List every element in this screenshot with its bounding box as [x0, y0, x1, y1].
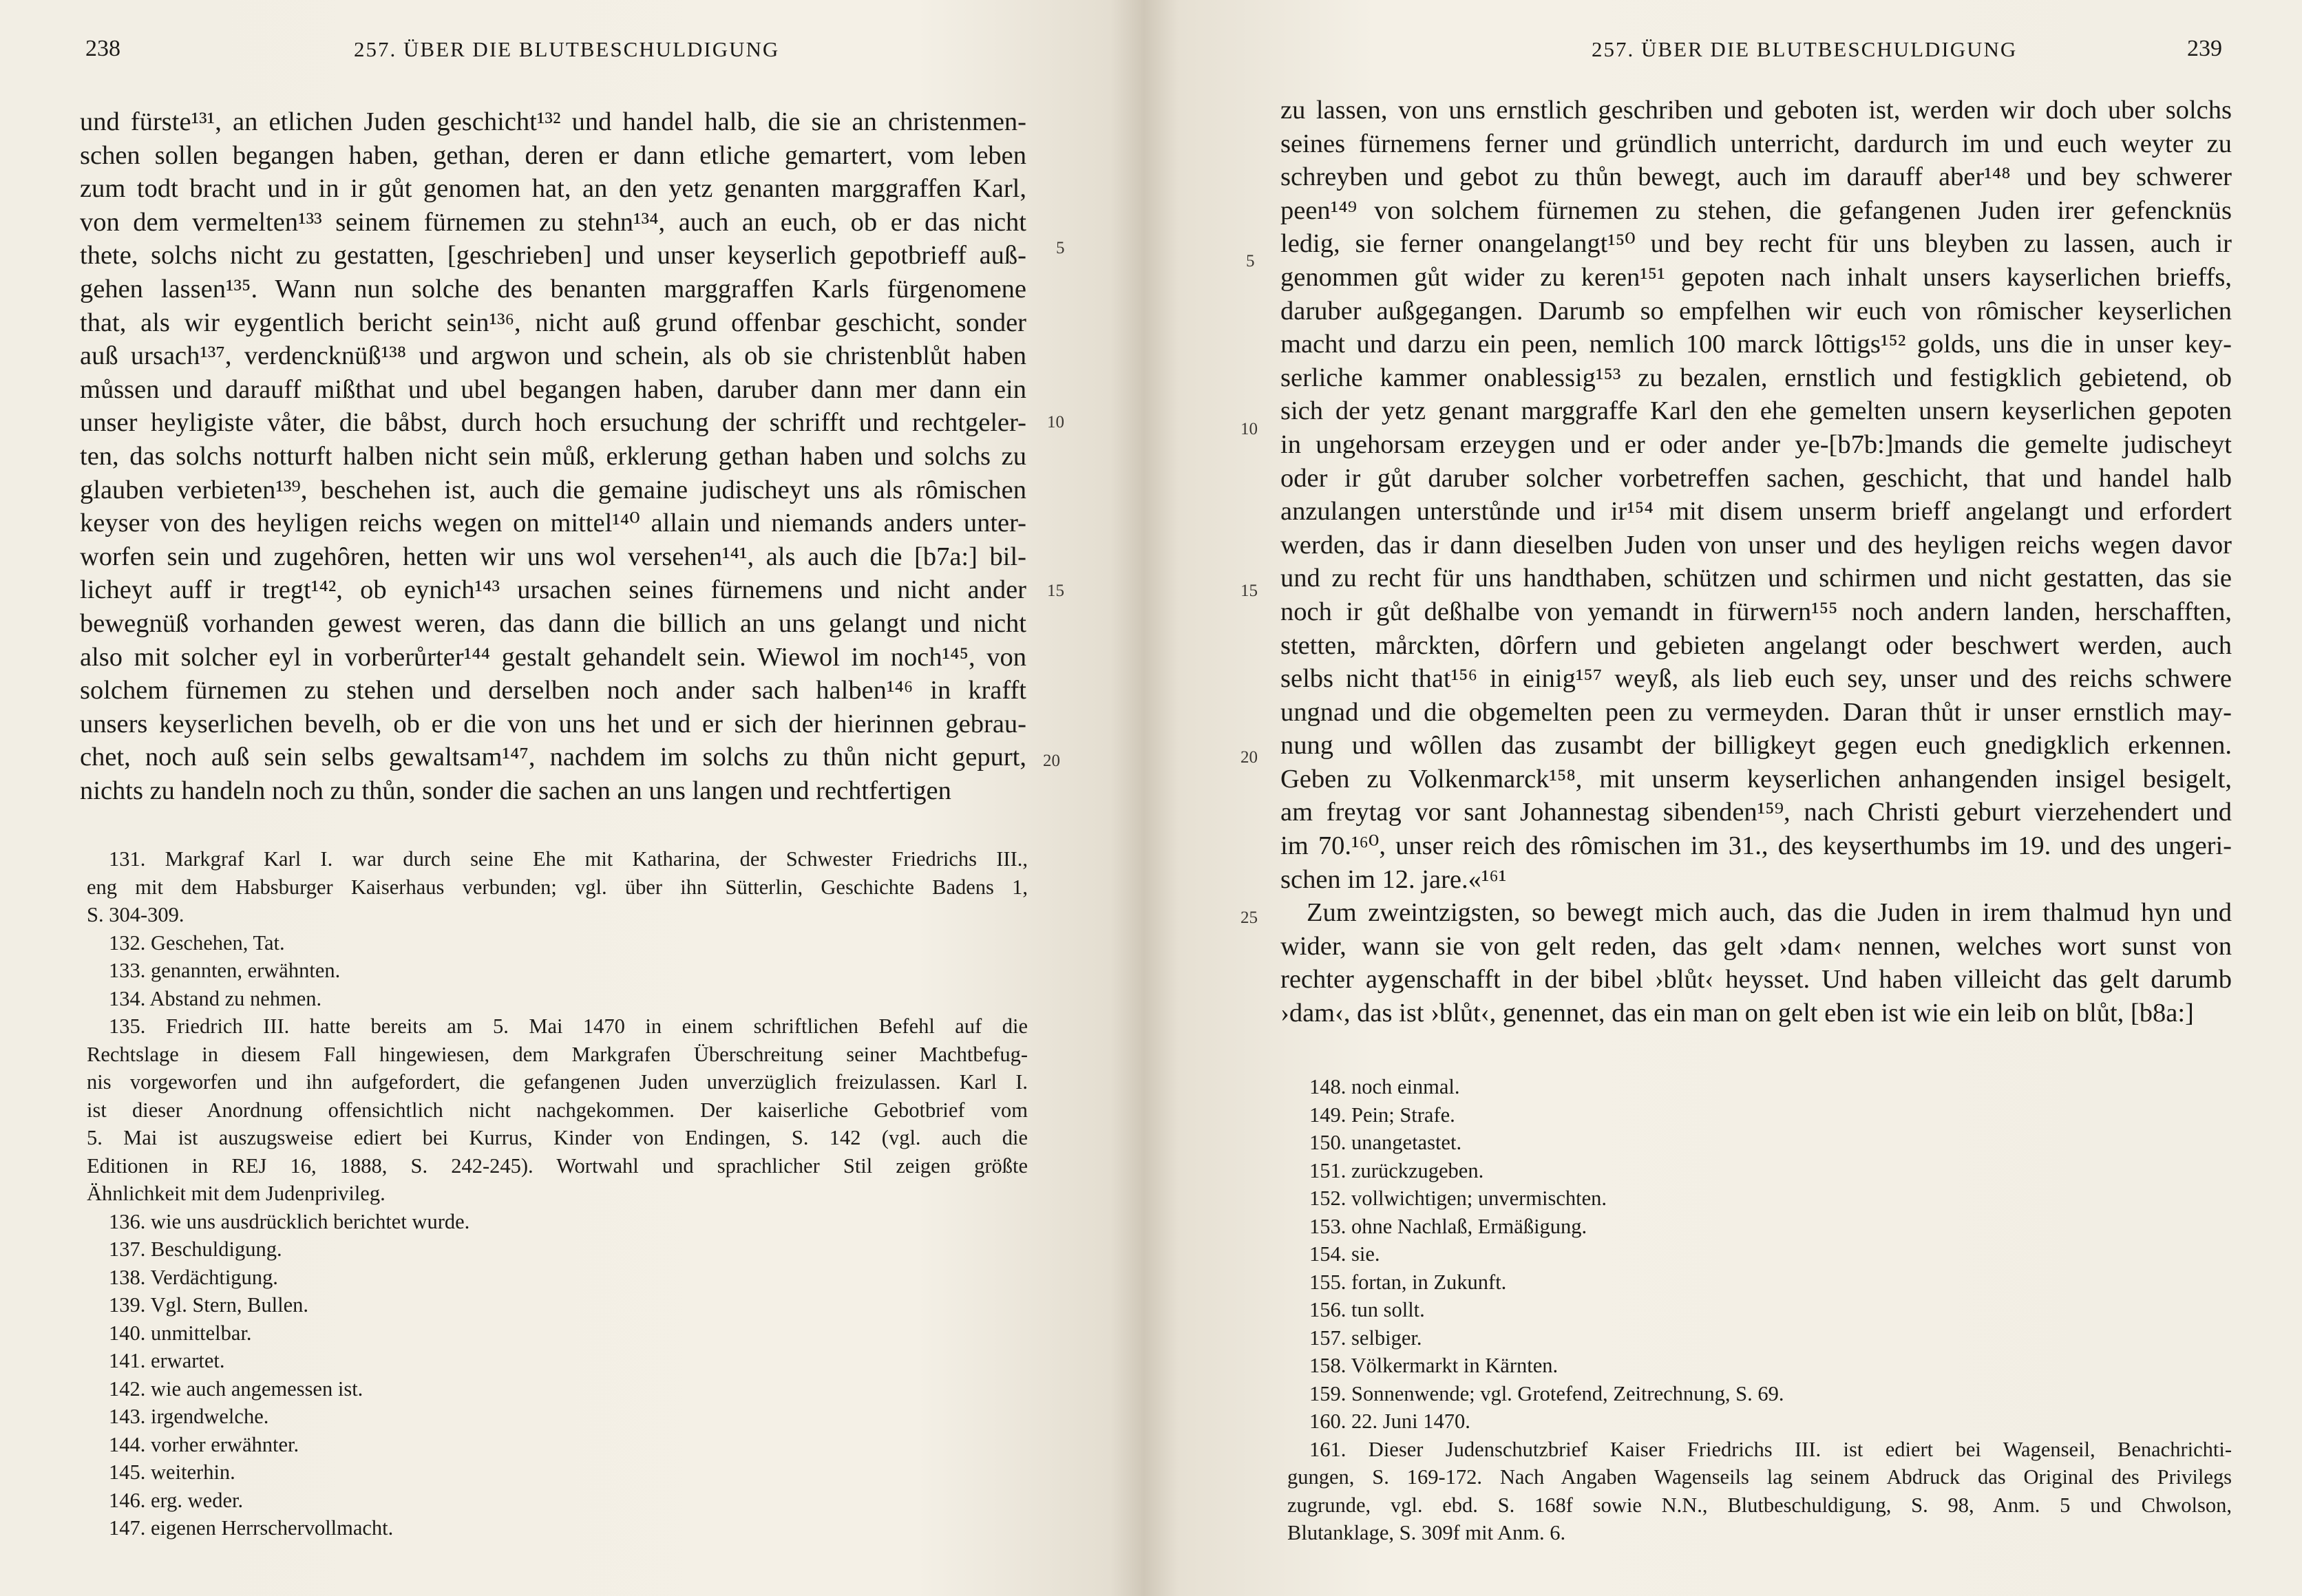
left-page	[0, 0, 1144, 1596]
body-line: zu lassen, von uns ernstlich geschriben und geboten ist, werden wir doch uber solchs	[1280, 96, 2232, 125]
footnote-line: 143. irgendwelche.	[109, 1405, 269, 1428]
body-line: ledig, sie ferner onangelangt¹⁵⁰ und bey recht für uns bleyben zu lassen, auch ir	[1280, 229, 2232, 259]
footnote-line: 149. Pein; Strafe.	[1309, 1103, 1455, 1127]
body-line: schen sollen begangen haben, gethan, deren er dann etliche gemartert, vom leben	[80, 140, 1026, 170]
footnote-line: 156. tun sollt.	[1309, 1298, 1425, 1321]
footnote-line: 138. Verdächtigung.	[109, 1265, 278, 1289]
footnote-line: nis vorgeworfen und ihn aufgefordert, die gefangenen Juden unverzüglich freizulassen. Karl I.	[87, 1070, 1028, 1094]
body-line: sich der yetz genant marggraffe Karl den ehe gemelten unsern keyserlichen gepoten	[1280, 396, 2232, 426]
body-line: thete, solchs nicht zu gestatten, [geschrieben] und unser keyserlich gepotbrieff auß-	[80, 241, 1026, 270]
right-line-number: 5	[1246, 252, 1255, 270]
left-folio: 238	[85, 36, 120, 61]
left-footnotes	[87, 845, 1028, 1542]
body-line: noch ir gůt deßhalbe von yemandt in fürwern¹⁵⁵ noch andern landen, herschafften,	[1280, 597, 2232, 626]
left-line-number: 20	[1043, 752, 1060, 770]
footnote-line: 131. Markgraf Karl I. war durch seine Ehe mit Katharina, der Schwester Friedrichs III.,	[109, 847, 1028, 871]
footnote-line: Ähnlichkeit mit dem Judenprivileg.	[87, 1182, 386, 1205]
footnote-line: Rechtslage in diesem Fall hingewiesen, dem Markgrafen Überschreitung seiner Machtbefug-	[87, 1042, 1028, 1066]
footnote-line: 145. weiterhin.	[109, 1460, 235, 1484]
body-line: ten, das solchs notturft halben nicht sein můß, erklerung gethan haben und solchs zu	[80, 441, 1026, 471]
footnote-line: 5. Mai ist auszugsweise ediert bei Kurrus, Kinder von Endingen, S. 142 (vgl. auch die	[87, 1126, 1028, 1149]
body-line: werden, das ir dann dieselben Juden von unser und des heyligen reichs wegen davor	[1280, 530, 2232, 560]
footnote-line: 141. erwartet.	[109, 1349, 225, 1372]
left-body-text	[80, 105, 1026, 807]
body-line: peen¹⁴⁹ von solchem fürnemen zu stehen, die gefangenen Juden irer gefencknüs	[1280, 195, 2232, 225]
body-line: ungnad und die obgemelten peen zu vermeyden. Daran thůt ir unser ernstlich may-	[1280, 697, 2232, 727]
body-line: daruber außgegangen. Darumb so empfelhen wir euch von rȏmischer keyserlichen	[1280, 296, 2232, 326]
body-line: stetten, mårckten, dȏrfern und gebieten angelangt oder beschwert werden, auch	[1280, 630, 2232, 660]
footnote-line: 132. Geschehen, Tat.	[109, 930, 285, 955]
body-line: auß ursach¹³⁷, verdencknüß¹³⁸ und argwon und schein, als ob sie christenblůt haben	[80, 341, 1026, 371]
right-folio: 239	[2187, 36, 2222, 61]
body-line: solchem fürnemen zu stehen und derselben noch ander sach halben¹⁴⁶ in krafft	[80, 676, 1026, 705]
footnote-line: 142. wie auch angemessen ist.	[109, 1376, 363, 1401]
body-line: Geben zu Volkenmarck¹⁵⁸, mit unserm keyserlichen anhangenden insigel besigelt,	[1280, 764, 2232, 794]
body-line: schreyben und gebot zu thůn bewegt, auch im darauff aber¹⁴⁸ und bey schwerer	[1280, 162, 2232, 192]
footnote-line: S. 304-309.	[87, 903, 184, 926]
body-line: selbs nicht that¹⁵⁶ in einig¹⁵⁷ weyß, als lieb euch sey, unser und des reichs schwere	[1280, 664, 2232, 694]
body-line: zum todt bracht und in ir gůt genomen hat, an den yetz genanten marggraffen Karl,	[80, 174, 1026, 204]
footnote-line: 144. vorher erwähnter.	[109, 1432, 299, 1456]
footnote-line: 157. selbiger.	[1309, 1326, 1422, 1350]
body-line: am freytag vor sant Johannestag sibenden¹⁵⁹, nach Christi geburt vierzehendert und	[1280, 798, 2232, 827]
body-line: licheyt auff ir tregt¹⁴², ob eynich¹⁴³ ursachen seines fürnemens und nicht ander	[80, 575, 1026, 605]
footnote-line: 137. Beschuldigung.	[109, 1237, 282, 1261]
body-line: und fürste¹³¹, an etlichen Juden geschicht¹³² und handel halb, die sie an christenmen-	[80, 107, 1026, 136]
body-line: nichts zu handeln noch zu thůn, sonder die sachen an uns langen und rechtfertigen	[80, 776, 951, 805]
footnote-line: 151. zurückzugeben.	[1309, 1158, 1484, 1182]
body-line: gehen lassen¹³⁵. Wann nun solche des benanten marggraffen Karls fürgenomene	[80, 274, 1026, 304]
footnote-line: 160. 22. Juni 1470.	[1309, 1409, 1470, 1433]
footnote-line: ist dieser Anordnung offensichtlich nicht nachgekommen. Der kaiserliche Gebotbrief vom	[87, 1098, 1028, 1122]
body-line: Zum zweintzigsten, so bewegt mich auch, das die Juden in irem thalmud hyn und	[1307, 898, 2232, 928]
body-line: oder ir gůt daruber solcher vorbetreffen sachen, geschicht, that und handel halb	[1280, 463, 2232, 493]
footnote-line: 139. Vgl. Stern, Bullen.	[109, 1293, 309, 1317]
body-line: glauben verbieten¹³⁹, beschehen ist, auch die gemaine judischeyt uns als rȏmischen	[80, 475, 1026, 504]
body-line: můssen und darauff mißthat und ubel begangen haben, daruber dann mer dann ein	[80, 374, 1026, 404]
right-line-number: 10	[1240, 420, 1258, 438]
footnote-line: 158. Völkermarkt in Kärnten.	[1309, 1354, 1559, 1377]
footnote-line: 135. Friedrich III. hatte bereits am 5. Mai 1470 in einem schriftlichen Befehl auf die	[109, 1014, 1028, 1038]
left-running-head: 257. ÜBER DIE BLUTBESCHULDIGUNG	[354, 37, 780, 61]
body-line: im 70.¹⁶⁰, unser reich des rȏmischen im 31., des keyserthumbs im 19. und des ungeri-	[1280, 831, 2232, 861]
right-line-number: 25	[1240, 908, 1258, 927]
body-line: ›dam‹, das ist ›blůt‹, genennet, das ein man on gelt eben ist wie ein leib on blůt, [b8a:]	[1280, 999, 2194, 1028]
footnote-line: 136. wie uns ausdrücklich berichtet wurde.	[109, 1209, 470, 1233]
footnote-line: eng mit dem Habsburger Kaiserhaus verbunden; vgl. über ihn Sütterlin, Geschichte Badens 1,	[87, 875, 1028, 899]
body-line: anzulangen unterstůnde und ir¹⁵⁴ mit disem unserm brieff angelangt und erfordert	[1280, 497, 2232, 526]
body-line: unsers keyserlichen bevelh, ob er die von uns het und er sich der hierinnen gebrau-	[80, 709, 1026, 738]
body-line: genommen gůt wider zu keren¹⁵¹ gepoten nach inhalt unsers kayserlichen brieffs,	[1280, 262, 2232, 292]
footnote-line: 152. vollwichtigen; unvermischten.	[1309, 1187, 1607, 1210]
footnote-line: Editionen in REJ 16, 1888, S. 242-245). Wortwahl und sprachlicher Stil zeigen größte	[87, 1153, 1028, 1178]
footnote-line: 147. eigenen Herrschervollmacht.	[109, 1516, 394, 1540]
body-line: worfen sein und zugehȏren, hetten wir uns wol versehen¹⁴¹, als auch die [b7a:] bil-	[80, 542, 1026, 571]
body-line: unser heyligiste våter, die båbst, durch hoch ersuchung der schrifft und rechtgeler-	[80, 408, 1026, 438]
footnote-line: gungen, S. 169-172. Nach Angaben Wagenseils lag seinem Abdruck das Original des Privilegs	[1287, 1465, 2232, 1489]
footnote-line: 140. unmittelbar.	[109, 1321, 252, 1345]
right-line-number: 15	[1240, 582, 1258, 600]
right-body-text	[1280, 94, 2232, 1030]
footnote-line: 146. erg. weder.	[109, 1488, 244, 1512]
footnote-line: 153. ohne Nachlaß, Ermäßigung.	[1309, 1214, 1587, 1238]
left-line-number: 5	[1056, 239, 1065, 257]
footnote-line: Blutanklage, S. 309f mit Anm. 6.	[1287, 1521, 1566, 1544]
footnote-line: 150. unangetastet.	[1309, 1131, 1462, 1154]
footnote-line: 134. Abstand zu nehmen.	[109, 986, 322, 1010]
body-line: schen im 12. jare.«¹⁶¹	[1280, 864, 1507, 894]
right-footnotes	[1287, 1073, 2232, 1547]
body-line: und zu recht für uns handthaben, schützen und schirmen und nicht gestatten, das sie	[1280, 564, 2232, 593]
footnote-line: zugrunde, vgl. ebd. S. 168f sowie N.N., Blutbeschuldigung, S. 98, Anm. 5 und Chwolson,	[1287, 1493, 2232, 1517]
right-running-head: 257. ÜBER DIE BLUTBESCHULDIGUNG	[1592, 37, 2018, 61]
body-line: nung und wȏllen das zusambt der billigkeyt gegen euch gnedigklich erkennen.	[1280, 731, 2232, 760]
footnote-line: 133. genannten, erwähnten.	[109, 959, 341, 982]
body-line: chet, noch auß sein selbs gewaltsam¹⁴⁷, nachdem im solchs zu thůn nicht gepurt,	[80, 743, 1026, 772]
footnote-line: 155. fortan, in Zukunft.	[1309, 1270, 1507, 1294]
footnote-line: 159. Sonnenwende; vgl. Grotefend, Zeitrechnung, S. 69.	[1309, 1381, 1784, 1405]
body-line: rechter aygenschafft in der bibel ›blůt‹ heysset. Und haben villeicht das gelt darumb	[1280, 965, 2232, 994]
footnote-line: 148. noch einmal.	[1309, 1075, 1460, 1098]
body-line: seines fürnemens ferner und gründlich unterricht, dardurch im und euch weyter zu	[1280, 129, 2232, 158]
body-line: also mit solcher eyl in vorberůrter¹⁴⁴ gestalt gehandelt sein. Wiewol im noch¹⁴⁵, von	[80, 642, 1026, 672]
body-line: serliche kammer onablessig¹⁵³ zu bezalen, ernstlich und festigklich gebietend, ob	[1280, 363, 2232, 392]
right-page	[1144, 0, 2302, 1596]
right-line-number: 20	[1240, 748, 1258, 767]
left-line-number: 10	[1047, 413, 1064, 432]
body-line: wider, wann sie von gelt reden, das gelt ›dam‹ nennen, welches wort sunst von	[1280, 931, 2232, 961]
body-line: bewegnüß vorhanden gewest weren, das dann die billich an uns gelangt und nicht	[80, 608, 1026, 638]
left-line-number: 15	[1047, 582, 1064, 600]
body-line: in ungehorsam erzeygen und er oder ander ye-[b7b:]mands die gemelte judischeyt	[1280, 429, 2232, 459]
body-line: keyser von des heyligen reichs wegen on mittel¹⁴⁰ allain und niemands anders unter-	[80, 509, 1026, 538]
body-line: macht und darzu ein peen, nemlich 100 marck lȏttigs¹⁵² golds, uns die in unser key-	[1280, 330, 2232, 359]
body-line: von dem vermelten¹³³ seinem fürnemen zu stehn¹³⁴, auch an euch, ob er das nicht	[80, 207, 1026, 237]
footnote-line: 154. sie.	[1309, 1242, 1380, 1266]
body-line: that, als wir eygentlich bericht sein¹³⁶, nicht auß grund offenbar geschicht, sonder	[80, 308, 1026, 337]
footnote-line: 161. Dieser Judenschutzbrief Kaiser Friedrichs III. ist ediert bei Wagenseil, Benachrichti-	[1309, 1437, 2232, 1461]
